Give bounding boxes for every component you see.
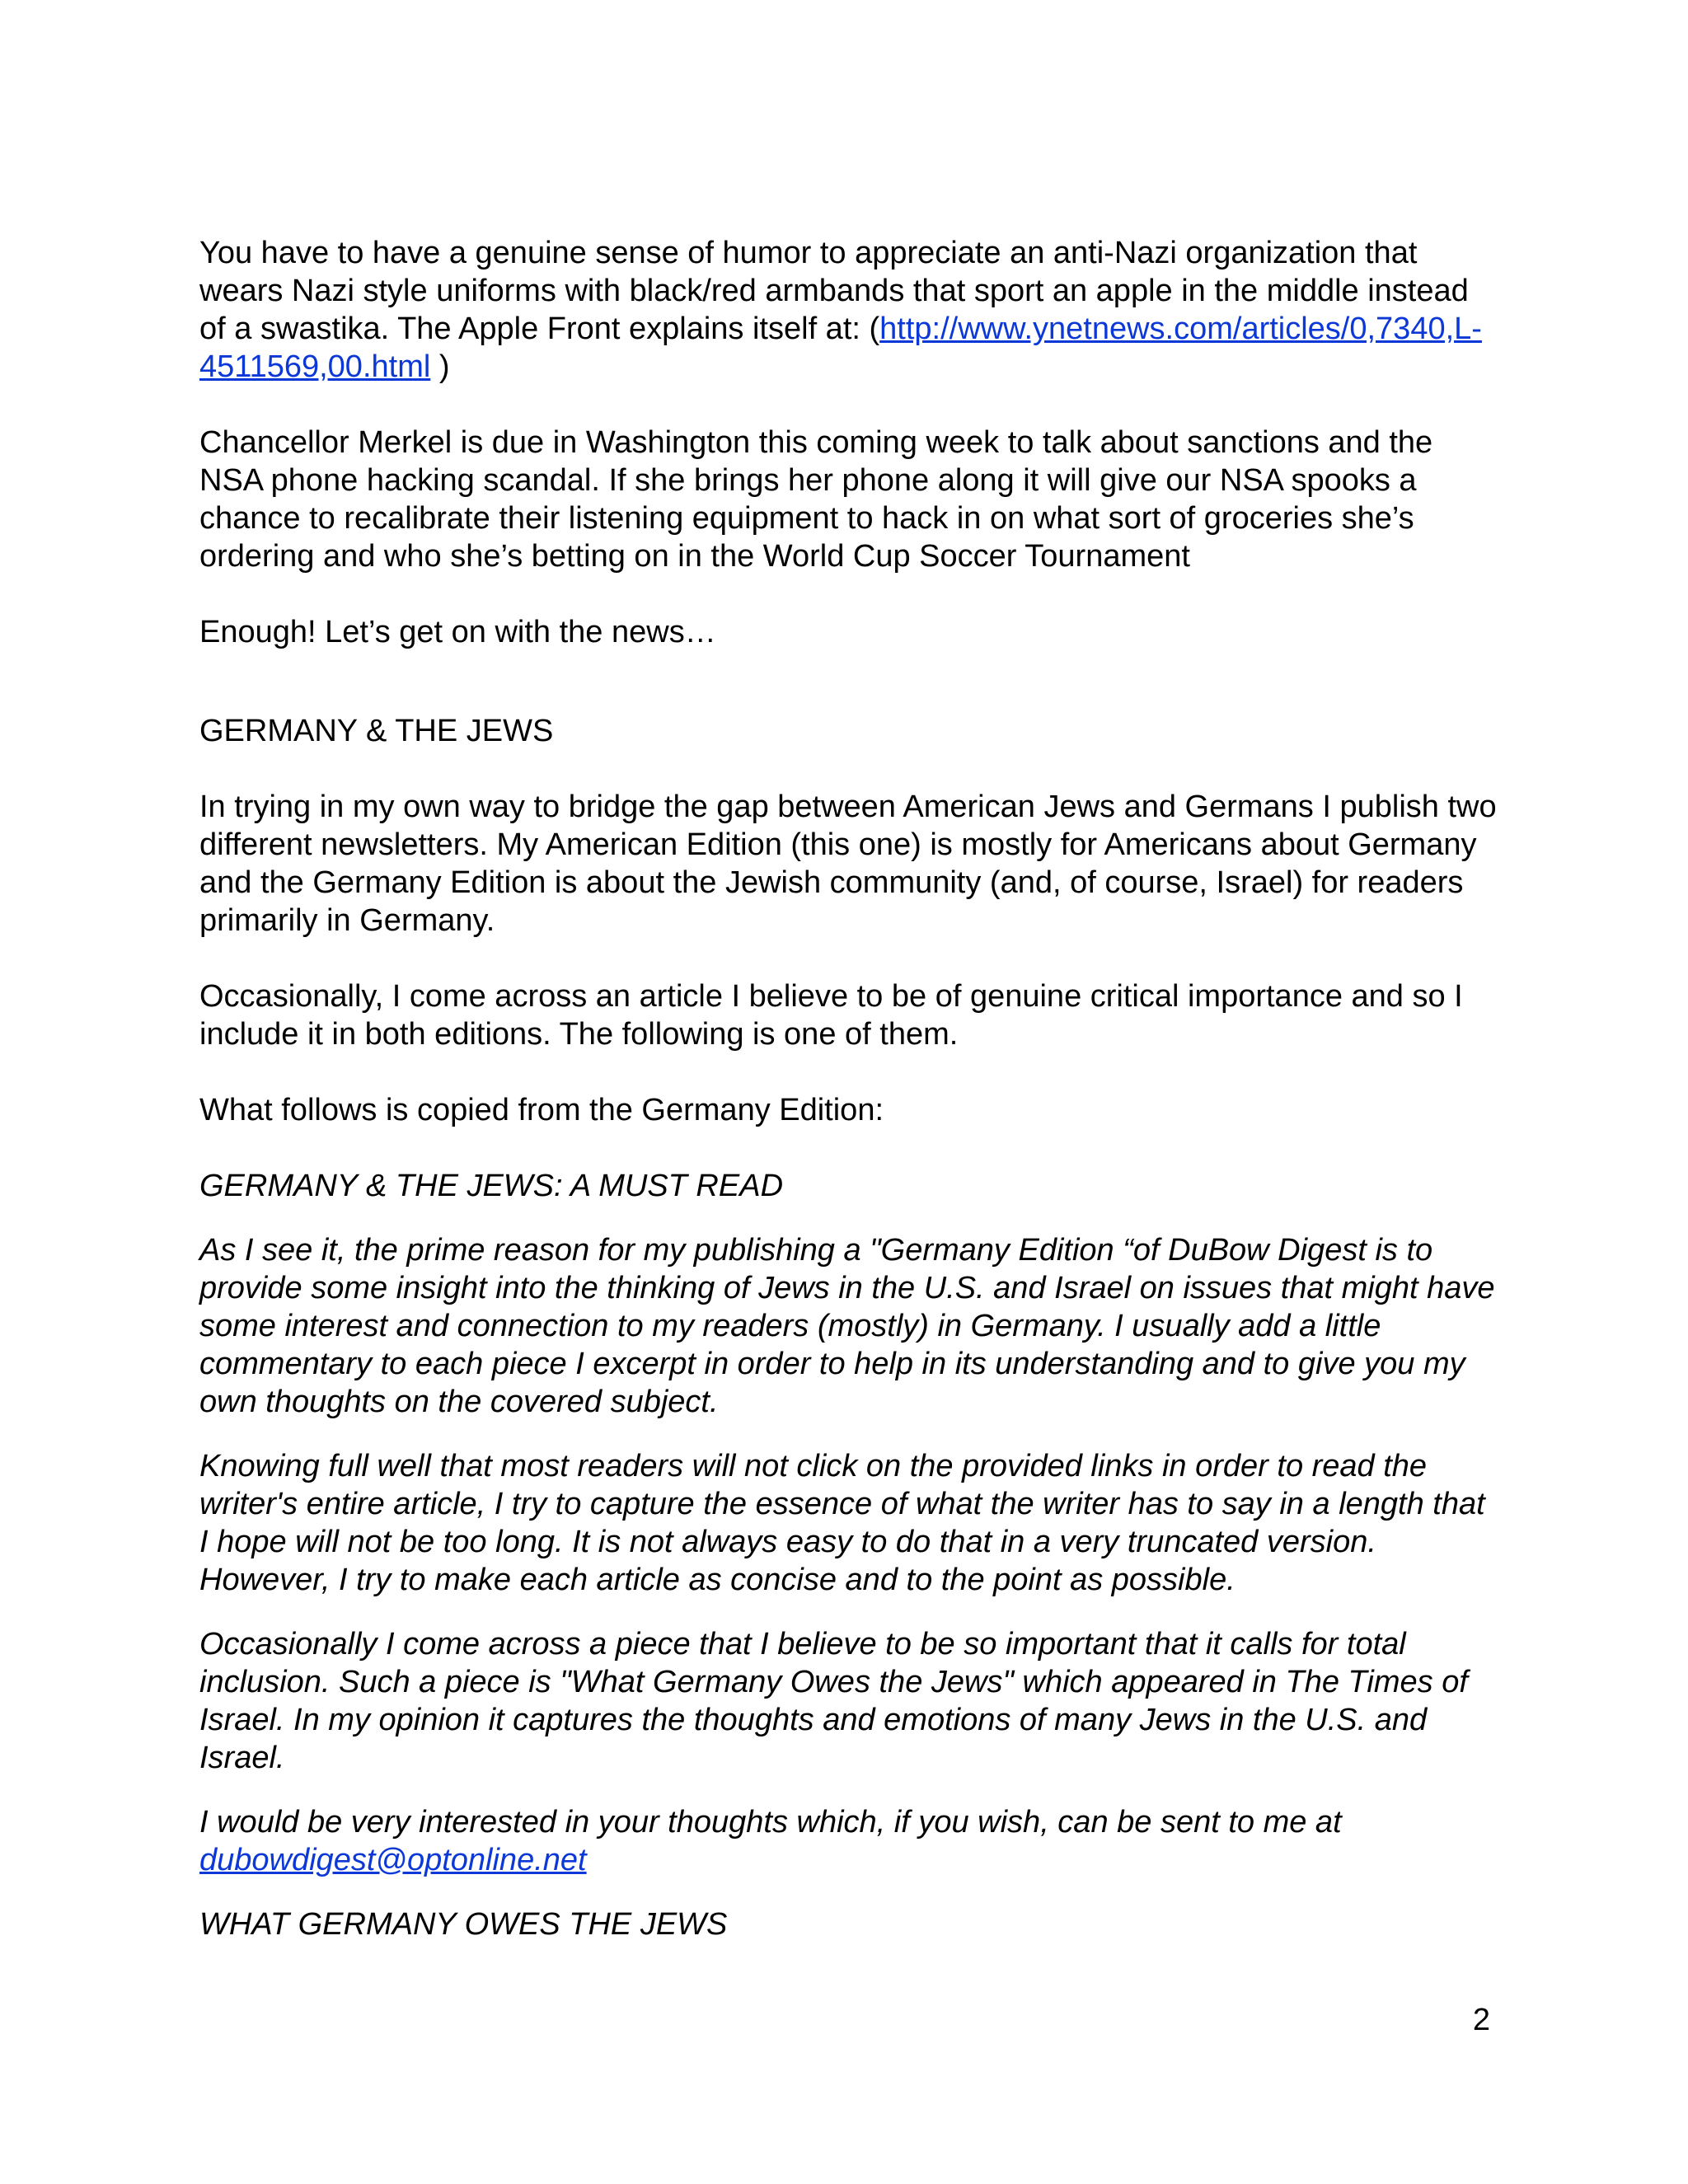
paragraph-total-inclusion: Occasionally I come across a piece that I believe to be so important that it calls for total inclusion. Such a piece is "What Germany Owes the Jews" which appeared in The Times of Israel. In my opinion it captures the thoughts and emotions of many Jews in the U.S. and Israel. [199, 1627, 1468, 1775]
heading-what-germany-owes: WHAT GERMANY OWES THE JEWS [199, 1907, 728, 1942]
paragraph-copied-from: What follows is copied from the Germany Edition: [199, 1093, 884, 1127]
paragraph-enough: Enough! Let’s get on with the news… [199, 615, 716, 649]
heading-must-read: GERMANY & THE JEWS: A MUST READ [199, 1169, 784, 1203]
email-link[interactable]: dubowdigest@optonline.net [199, 1843, 587, 1877]
document-body [199, 234, 1502, 1943]
ynetnews-link[interactable]: http://www.ynetnews.com/articles/0,7340,L-4511569,00.html [199, 312, 1482, 384]
paragraph-prime-reason: As I see it, the prime reason for my publishing a "Germany Edition “of DuBow Digest is to provide some insight into the thinking of Jews in the U.S. and Israel on issues that might have some interest and connection to my readers (mostly) in Germany. I usually add a little commentary to each piece I excerpt in order to help in its understanding and to give you my own thoughts on the covered subject. [199, 1233, 1495, 1419]
paragraph-apple-front-end: ) [430, 349, 450, 384]
page-number: 2 [1472, 2003, 1490, 2037]
paragraph-thoughts [199, 1803, 1502, 1879]
heading-germany-jews: GERMANY & THE JEWS [199, 714, 554, 748]
paragraph-merkel: Chancellor Merkel is due in Washington this coming week to talk about sanctions and the NSA phone hacking scandal. If she brings her phone along it will give our NSA spooks a chance to recalibrate their listening equipment to hack in on what sort of groceries she’s ordering and who she’s betting on in the World Cup Soccer Tournament [199, 425, 1433, 574]
paragraph-apple-front [199, 234, 1502, 386]
paragraph-newsletters: In trying in my own way to bridge the gap between American Jews and Germans I publish two different newsletters. My American Edition (this one) is mostly for Americans about Germany and the Germany Edition is about the Jewish community (and, of course, Israel) for readers primarily in Germany. [199, 790, 1497, 938]
paragraph-both-editions: Occasionally, I come across an article I believe to be of genuine critical importance and so I include it in both editions. The following is one of them. [199, 979, 1463, 1052]
paragraph-knowing-full-well: Knowing full well that most readers will not click on the provided links in order to read the writer's entire article, I try to capture the essence of what the writer has to say in a length that I hope will not be too long. It is not always easy to do that in a very truncated version. However, I try to make each article as concise and to the point as possible. [199, 1449, 1485, 1597]
paragraph-thoughts-text: I would be very interested in your thoughts which, if you wish, can be sent to me at [199, 1805, 1342, 1840]
paragraph-apple-front-text: You have to have a genuine sense of humor to appreciate an anti-Nazi organization that wears Nazi style uniforms with black/red armbands that sport an apple in the middle instead of a swastika. The Apple Front explains itself at: ( [199, 236, 1469, 346]
